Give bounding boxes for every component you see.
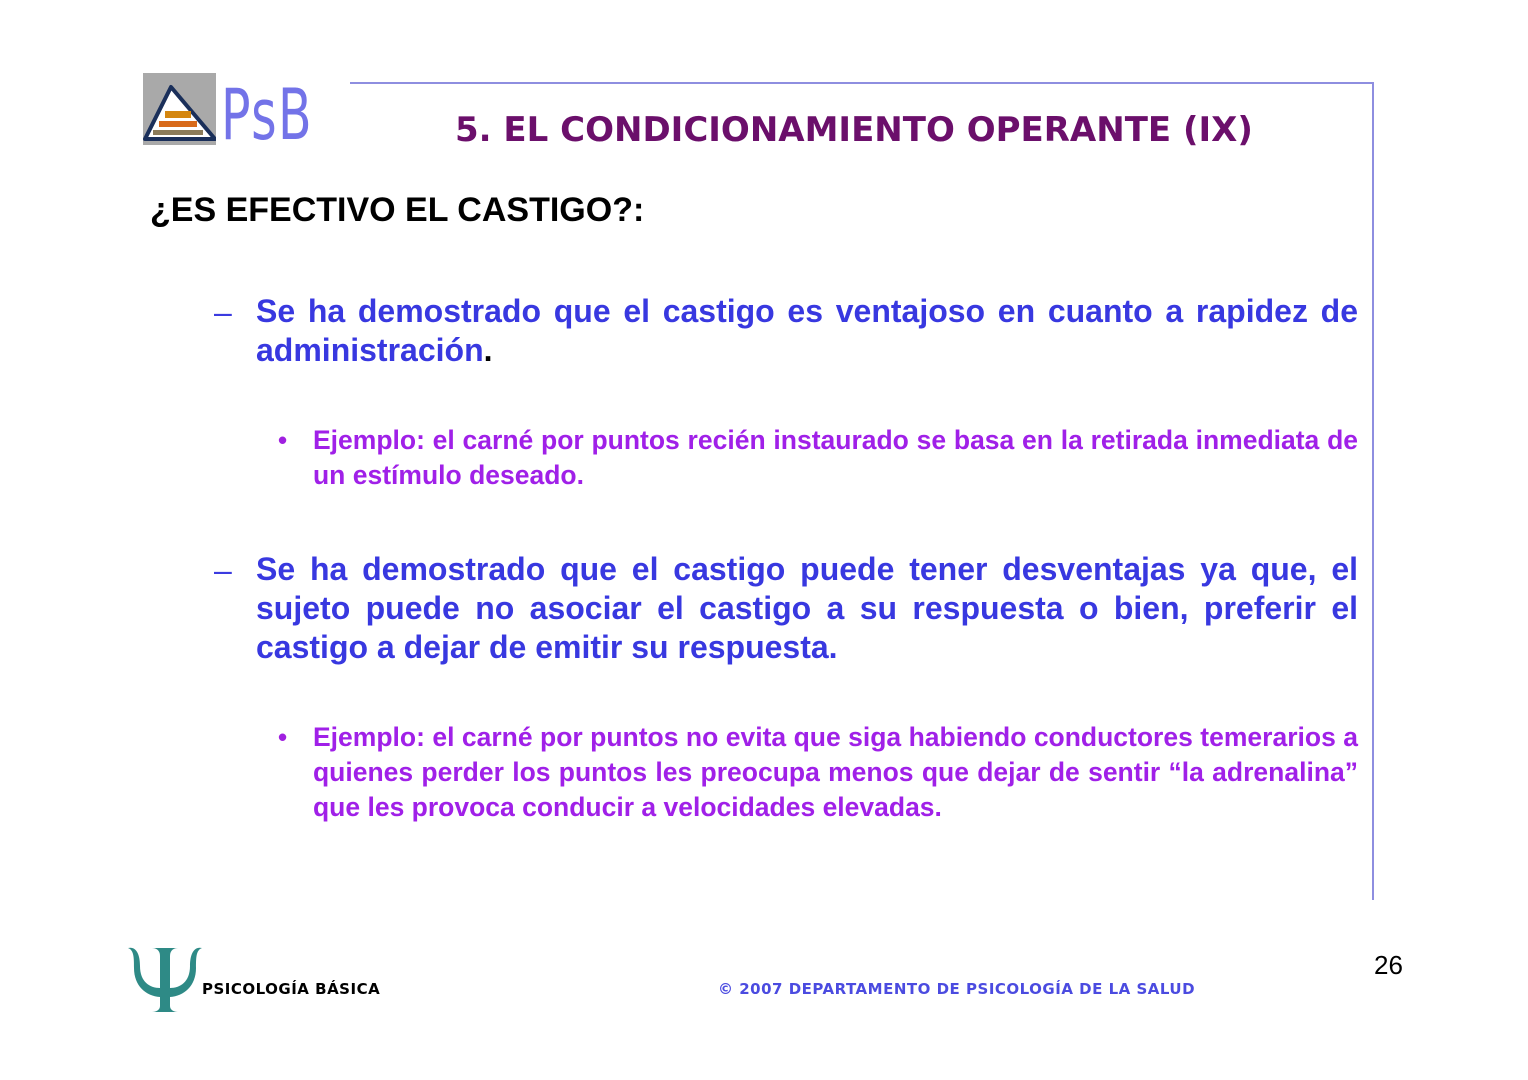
bullet-example-1 <box>278 423 1358 493</box>
dash-item-disadvantage <box>214 550 1358 667</box>
slide-title: 5. EL CONDICIONAMIENTO OPERANTE (IX) <box>455 110 1253 150</box>
slide-frame-right-line <box>1372 82 1374 900</box>
dash-item-text <box>256 292 1358 370</box>
psb-logo-pyramid-icon <box>143 73 216 145</box>
page-number: 26 <box>1374 950 1403 980</box>
footer-course-name: PSICOLOGÍA BÁSICA <box>202 980 381 998</box>
example-text: Ejemplo: el carné por puntos recién instaurado se basa en la retirada inmediata de un estímulo deseado. <box>313 425 1358 490</box>
dash-item-trailing-period: . <box>483 332 493 368</box>
dash-item-text-body: Se ha demostrado que el castigo es ventajoso en cuanto a rapidez de administración <box>256 293 1358 368</box>
bullet-example-2 <box>278 720 1358 825</box>
bullet-marker: • <box>278 425 288 455</box>
dash-marker: – <box>214 294 232 330</box>
dash-item-text: Se ha demostrado que el castigo puede tener desventajas ya que, el sujeto puede no asociar el castigo a su respuesta o bien, preferir el castigo a dejar de emitir su respuesta. <box>256 551 1358 665</box>
example-text: Ejemplo: el carné por puntos no evita que siga habiendo conductores temerarios a quienes perder los puntos les preocupa menos que dejar de sentir “la adrenalina” que les provoca conducir a velocidades elevadas. <box>313 722 1358 822</box>
psb-logo <box>143 73 328 156</box>
section-question: ¿ES EFECTIVO EL CASTIGO?: <box>150 191 645 229</box>
psi-icon <box>122 940 208 1016</box>
slide-frame-top-line <box>350 82 1374 84</box>
dash-marker: – <box>214 552 232 588</box>
bullet-marker: • <box>278 722 288 752</box>
footer-copyright: © 2007 DEPARTAMENTO DE PSICOLOGÍA DE LA SALUD <box>718 980 1196 998</box>
dash-item-advantage <box>214 292 1358 370</box>
psb-logo-text: PsB <box>221 74 314 156</box>
